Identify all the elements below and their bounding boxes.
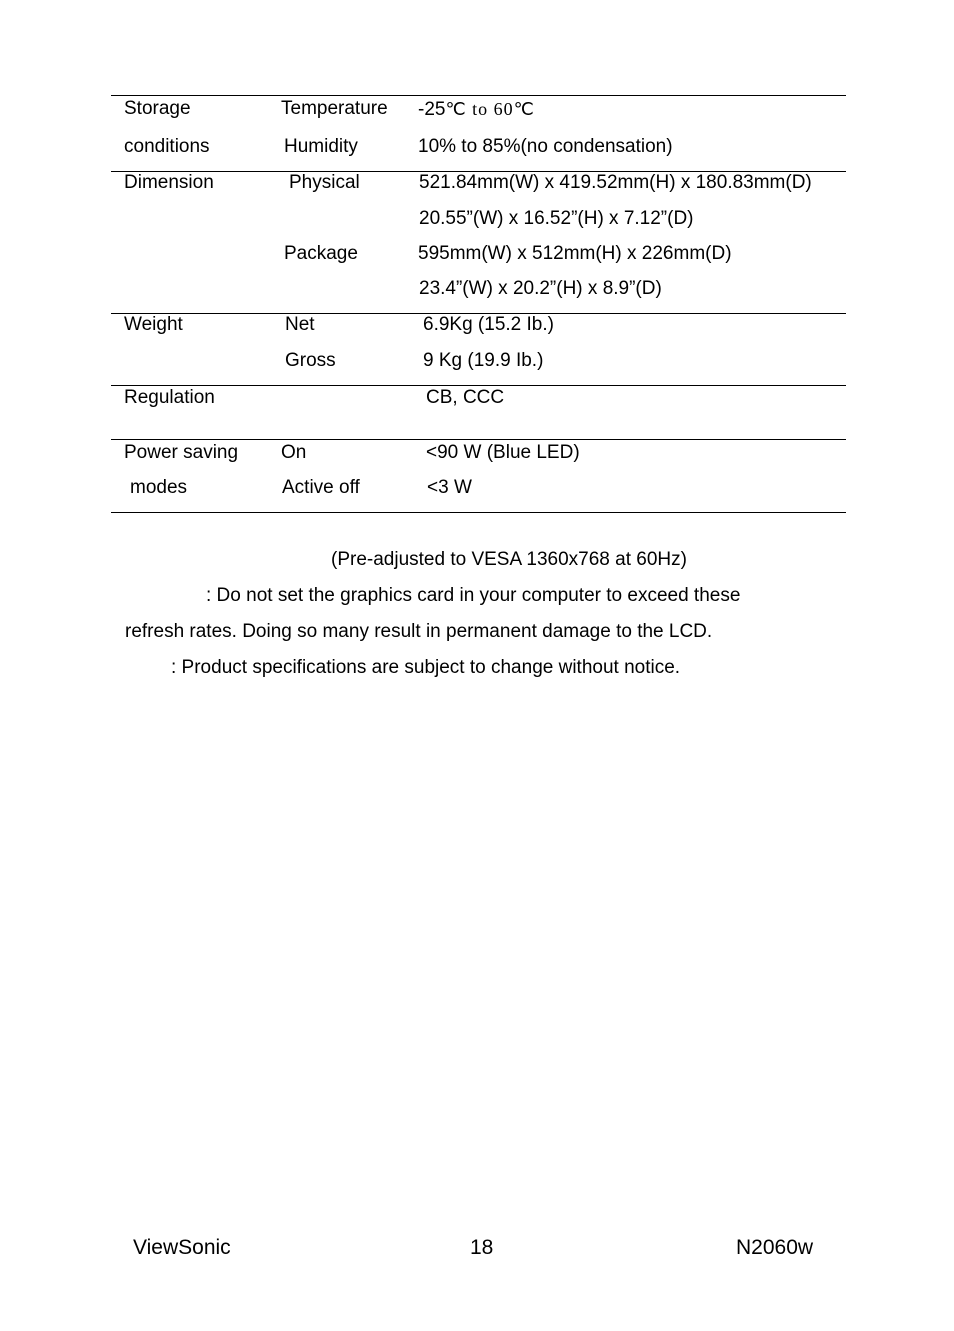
table-rule — [111, 95, 846, 96]
on-label: On — [281, 442, 307, 463]
humidity-value: 10% to 85%(no condensation) — [418, 136, 673, 157]
change-notice: : Product specifications are subject to change without notice. — [171, 657, 681, 678]
conditions-label: conditions — [124, 136, 210, 157]
preadjusted-note: (Pre-adjusted to VESA 1360x768 at 60Hz) — [331, 549, 687, 570]
temperature-value — [418, 98, 535, 121]
net-value: 6.9Kg (15.2 Ib.) — [423, 314, 554, 335]
modes-label: modes — [130, 477, 188, 498]
regulation-value: CB, CCC — [426, 387, 505, 408]
footer-brand: ViewSonic — [133, 1236, 231, 1259]
on-value: <90 W (Blue LED) — [426, 442, 580, 463]
weight-label: Weight — [124, 314, 183, 335]
temperature-value-prefix: -25 — [418, 99, 446, 120]
temperature-value-range: ℃ to 60℃ — [445, 99, 535, 119]
active-off-label: Active off — [282, 477, 360, 498]
physical-label: Physical — [289, 172, 360, 193]
physical-metric-value: 521.84mm(W) x 419.52mm(H) x 180.83mm(D) — [419, 172, 812, 193]
table-rule — [111, 512, 846, 513]
warning-line-2: refresh rates. Doing so many result in permanent damage to the LCD. — [125, 621, 713, 642]
table-rule — [111, 439, 846, 440]
package-imperial-value: 23.4”(W) x 20.2”(H) x 8.9”(D) — [419, 278, 662, 299]
package-metric-value: 595mm(W) x 512mm(H) x 226mm(D) — [418, 243, 732, 264]
humidity-label: Humidity — [284, 136, 358, 157]
gross-label: Gross — [285, 350, 336, 371]
package-label: Package — [284, 243, 358, 264]
dimension-label: Dimension — [124, 172, 214, 193]
warning-line-1: : Do not set the graphics card in your computer to exceed these — [206, 585, 741, 606]
active-off-value: <3 W — [427, 477, 472, 498]
footer-page-number: 18 — [470, 1236, 494, 1259]
physical-imperial-value: 20.55”(W) x 16.52”(H) x 7.12”(D) — [419, 208, 694, 229]
footer-model: N2060w — [736, 1236, 814, 1259]
regulation-label: Regulation — [124, 387, 215, 408]
storage-label: Storage — [124, 98, 191, 119]
table-rule — [111, 385, 846, 386]
gross-value: 9 Kg (19.9 Ib.) — [423, 350, 544, 371]
net-label: Net — [285, 314, 315, 335]
temperature-label: Temperature — [281, 98, 388, 119]
power-saving-label: Power saving — [124, 442, 239, 463]
